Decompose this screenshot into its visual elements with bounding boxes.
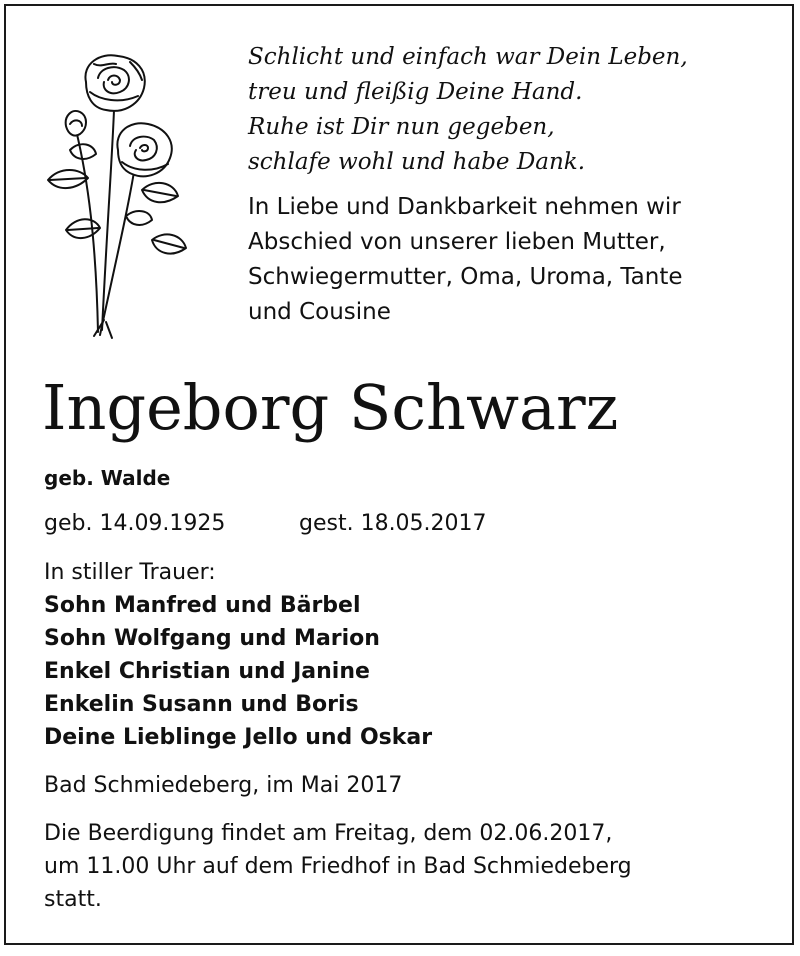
poem-line: schlafe wohl und habe Dank. — [248, 149, 586, 175]
rose-bouquet-icon — [36, 40, 196, 340]
mourner-entry: Sohn Wolfgang und Marion — [44, 626, 380, 651]
mourners-list — [44, 556, 432, 754]
life-dates — [44, 508, 487, 540]
poem-line: Ruhe ist Dir nun gegeben, — [248, 114, 555, 140]
poem-line: Schlicht und einfach war Dein Leben, — [248, 44, 688, 70]
mourners-label: In stiller Trauer: — [44, 560, 216, 585]
mourner-entry: Enkelin Susann und Boris — [44, 692, 359, 717]
funeral-line: um 11.00 Uhr auf dem Friedhof in Bad Schmiedeberg — [44, 854, 632, 879]
mourner-entry: Deine Lieblinge Jello und Oskar — [44, 725, 433, 750]
place-date: Bad Schmiedeberg, im Mai 2017 — [44, 773, 403, 798]
funeral-line: Die Beerdigung findet am Freitag, dem 02.06.2017, — [44, 821, 613, 846]
funeral-notice — [44, 817, 774, 916]
deceased-name: Ingeborg Schwarz — [42, 371, 619, 444]
maiden-name: geb. Walde — [44, 466, 171, 490]
mourner-entry: Sohn Manfred und Bärbel — [44, 593, 361, 618]
poem-line: treu und fleißig Deine Hand. — [248, 79, 583, 105]
intro-line: Schwiegermutter, Oma, Uroma, Tante — [248, 264, 683, 290]
intro-line: In Liebe und Dankbarkeit nehmen wir — [248, 194, 681, 220]
intro-line: und Cousine — [248, 299, 391, 325]
death-date: gest. 18.05.2017 — [299, 511, 487, 536]
funeral-line: statt. — [44, 887, 102, 912]
mourner-entry: Enkel Christian und Janine — [44, 659, 370, 684]
farewell-intro — [248, 190, 788, 330]
birth-date: geb. 14.09.1925 — [44, 511, 226, 536]
poem-verse — [248, 40, 788, 180]
intro-line: Abschied von unserer lieben Mutter, — [248, 229, 666, 255]
